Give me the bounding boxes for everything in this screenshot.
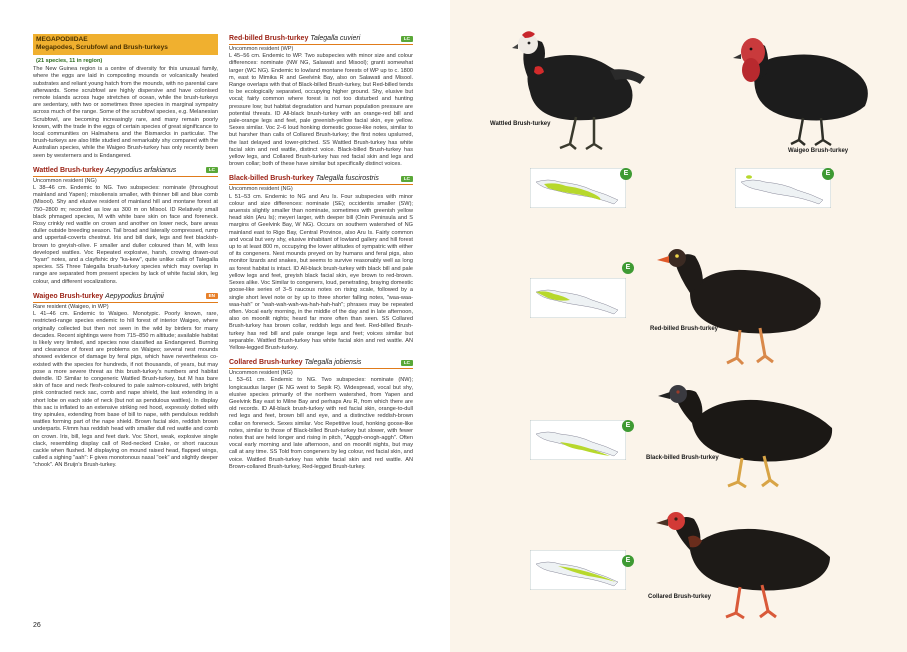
species-header-collared xyxy=(229,358,413,369)
endemic-badge: E xyxy=(622,420,634,432)
bird-red-billed-brush-turkey xyxy=(645,238,835,373)
family-intro: The New Guinea region is a centre of diversity for this unusual family, where the eggs are laid in composting mounds or volcanically heated substrates and reliant young hatch from the mounds, with no parental care afterwards. Some scrubfowl are highly dispersive and have colonised remote islands across huge stretches of ocean, while the brush-turkeys are sedentary, with two or sometimes three species in marginal sympatry across much of the range. Some of the scrubfowl species, e.g. Melanesian Scrubfowl, are becoming increasingly rare, and many remain poorly known, with the trade in the eggs of certain species of great significance to local communities on Halmahera and the Bismarcks in particular. The brush-turkeys are also little studied and remarkably shy compared with the Australian species, while the Waigeo Brush-turkey has only recently been seen by westerners and is Endangered. xyxy=(33,66,218,159)
species-account: L 41–46 cm. Endemic to Waigeo. Monotypic. Poorly known, rare, restricted-range species endemic to hill forest of interior Waigeo, where originally collected but then not seen in the wild by birders for many decades. Recent sightings were from 715–850 m altitude; available habitat is likely very limited, and species now classified as Endangered. Burning and clearance of forest are problems on Waigeo; several nest mounds showed evidence of damage by feral pigs, which have nevertheless co-existed with the species for hundreds, if not thousands, of years, but may pose a more severe threat as this brush-turkey's numbers and habitat dwindle. ID Similar to congeneric Wattled Brush-turkey, but M has bare skin of face and neck flesh-coloured to pale salmon-coloured, with bright pink contracted neck sac, comb and nape shield, the last extending in a short lobe on each side of neck (but not as pendulous wattles). In display this sac is inflated to an extensive striking red hood, expressly dotted with tiny spinules, extending from base of bill to nape, with pendulous reddish wattles forming part of the nape shield. Brown facial skin, reddish brown underparts. F/imm has reddish head with smaller dull red wattle and comb on crown. Iris, bill, legs and feet dark. Voc Short, weak, explosive single clack, resembling display call of Red-necked Crake, or short raucous cackle when flushed. M displaying on mound raised head, flapped wings, called a sighing "aah": F gives monotonous nasal "oek" and slightly deeper "chook". AN Bruijn's Brush-turkey. xyxy=(33,311,218,469)
bird-waigeo-brush-turkey xyxy=(715,28,895,153)
endemic-badge: E xyxy=(622,262,634,274)
bird-label-waigeo: Waigeo Brush-turkey xyxy=(788,148,849,154)
iucn-badge: LC xyxy=(206,167,218,173)
bird-label-collared: Collared Brush-turkey xyxy=(648,594,712,600)
text-column-left xyxy=(33,34,218,470)
species-status: Uncommon resident (WP) xyxy=(229,46,294,52)
species-header-blackbilled xyxy=(229,174,413,185)
illustration-plate xyxy=(450,0,907,652)
endemic-badge: E xyxy=(822,168,834,180)
species-account: L 45–56 cm. Endemic to WP. Two subspecies with minor size and colour differences: nominate (NW NG, Salawati and Misool); granti somewhat larger (WC NG). Endemic to lowland montane forests of WP up to c. 1800 m, east to Mimika R and Geelvink Bay, also on Salawati and Misool. Range overlaps with that of Black-billed Brush-turkey, but Red-billed tends to be ecologically separated, occupying higher ground. Shy, elusive but vocal; fairly common where forest is not too disturbed and hunting pressure low; but habitat degradation and human population pressure are potential threats. ID All-black brush-turkey with an orange-red bill and pale-orange legs and feet, pale greenish-yellow facial skin, eye yellow. Sexes similar. Voc 2–6 loud honking domestic goose-like notes, similar to but harsher than calls of Collared Brush-turkey; the first notes upslurred, the last delayed and lower-pitched. SS Wattled Brush-turkey has white facial skin and red wattle, distinct voice. Black-billed Brush-turkey has yellow legs, and Collared Brush-turkey has red facial skin and legs and brown collar; both of these have similar but specifically distinct voices. xyxy=(229,53,413,168)
family-header xyxy=(33,34,218,55)
species-name: Red-billed Brush-turkey xyxy=(229,35,309,42)
species-status: Uncommon resident (NG) xyxy=(229,186,293,193)
species-status: Uncommon resident (NG) xyxy=(229,370,293,377)
iucn-badge: LC xyxy=(401,36,413,42)
species-scientific-name: Talegalla jobiensis xyxy=(304,359,362,367)
species-header-waigeo xyxy=(33,292,218,303)
range-map-red-billed xyxy=(530,278,626,318)
species-account: L 38–46 cm. Endemic to NG. Two subspecies: nominate (throughout mainland and Yapen); misoliensis smaller, with thinner bill and blue comb (Misool). Shy and elusive resident of mainland hill and montane forest at 750–2800 m; recorded as low as 300 m on Misool. ID Relatively small black phmaged species, M with white bare skin on face and foreneck. Rosy crinkly red wattle on crown and another on lower neck, bare areas duller outside breeding season. Tail broad and laterally compressed, rump and uppertail-coverts chestnut. Iris and bill dark, legs and feet blackish-brown to greyish-olive. F smaller and duller coloured than M, with less developed wattles. Voc Repeated explosive, harsh, crowing drawn-out "kyarr" notes, and a clayfishic dry "ka-kew", quite unlike calls of Talegalla species. SS Three Talegalla brush-turkey species which may overlap in range are separated from present species by lack of white facial skin, leg colour, and different vocalizations. xyxy=(33,185,218,285)
species-name: Wattled Brush-turkey xyxy=(33,166,104,174)
text-column-right xyxy=(229,34,413,471)
bird-black-billed-brush-turkey xyxy=(642,378,842,493)
species-status: Rare resident (Waigeo, in WP) xyxy=(33,303,109,310)
species-header-wattled xyxy=(33,166,218,177)
endemic-badge: E xyxy=(622,555,634,567)
bird-label-black-billed: Black-billed Brush-turkey xyxy=(646,455,719,461)
bird-label-wattled: Wattled Brush-turkey xyxy=(490,121,551,127)
family-subtitle: Megapodes, Scrubfowl and Brush-turkeys xyxy=(36,44,168,51)
species-account: L 53–61 cm. Endemic to NG. Two subspecies: nominate (NW); longicaudus larger (E NG west to Sepik R). Widespread, vocal but shy, elusive species primarily of the northern watershed, from Yapen and Geelvink Bay east to Milne Bay and perhaps Aru R, from which there are old records. ID All-black brush-turkey with red facial skin, orange-to-dull red legs and feet, brown bill and eye, and a distinctive reddish-brown collar on foreneck. Sexes similar. Voc Repetitive loud, honking goose-like notes, similar to those of Black-billed Brush-turkey but slower, with fewer notes that are held longer and rising in pitch, "Agggh-onogh-aggh". Often vocal early morning and late afternoon, and on moonlit nights, but may call at any time. SS Told from congeners by leg colour, red facial skin, and voice. Wattled Brush-turkey has white facial skin and red wattle. AN Brown-collared Brush-turkey, Red-legged Brush-turkey. xyxy=(229,377,413,470)
bird-wattled-brush-turkey xyxy=(490,22,660,157)
iucn-badge: LC xyxy=(401,360,413,366)
bird-label-red-billed: Red-billed Brush-turkey xyxy=(650,326,719,332)
range-map-waigeo xyxy=(735,168,831,208)
species-account: L 51–53 cm. Endemic to NG and Aru Is. Four subspecies with minor colour and size differences: nominate (SE); occidentis smaller (SW); aruensis slightly smaller than nominate, sometimes with greenish yellow head skin (Aru Is); meyeri larger, with deeper bill (Onin Peninsula and S margins of Geelvink Bay, W NG). Occurs on southern watershed of NG mainland east to Rigo Bay, Central Province, also Aru Is. Fairly common and vocal but very shy, elusive inhabitant of lowland gallery and hill forest up to at least 800 m, occupying the lower altitudes of sympatric with either of its congeners. Nest mounds preyed on by humans and feral pigs, also monitor lizards and snakes, but seems to survive reasonably well as long as forest habitat is intact. ID All-black brush-turkey with black bill and pale yellow legs and feet, greyish black facial skin, eye brown to red-brown. Sexes alike. Voc Similar to congeners, loud, penetrating, braying domestic goose-like series of 3–5 raucous notes on rising scale, followed by a single short level note or by up to three shorter falling notes, "waa-waa-waa-hah" or "wah-wah-wah-wa-hah-hah-hah"; phrases may be repeated often. Vocal early morning, in the middle of the day and in late afternoon, also on moonlit nights; heard far more often than seen. SS Collared Brush-turkey has brown collar, reddish legs and feet. Red-billed Brush-turkey has red bill and pale orange legs and feet; voices similar but separable. Wattled Brush-turkey has white facial skin and red wattle. AN Yellow-legged Brush-turkey. xyxy=(229,193,413,351)
iucn-badge: LC xyxy=(401,176,413,182)
bird-collared-brush-turkey xyxy=(640,505,840,630)
species-name: Collared Brush-turkey xyxy=(229,359,303,367)
range-map-wattled xyxy=(530,168,626,208)
species-scientific-name: Talegalla cuvieri xyxy=(310,35,361,42)
species-status: Uncommon resident (NG) xyxy=(33,177,97,184)
family-name: MEGAPODIIDAE xyxy=(36,36,88,43)
species-scientific-name: Talegalla fuscirostris xyxy=(315,175,379,183)
species-header-redbilled xyxy=(229,34,413,45)
endemic-badge: E xyxy=(620,168,632,180)
species-scientific-name: Aepypodius arfakianus xyxy=(105,166,177,174)
page-number: 26 xyxy=(33,622,41,629)
species-scientific-name: Aepypodius bruijnii xyxy=(105,292,164,300)
family-species-count: (21 species, 11 in region) xyxy=(36,58,103,64)
species-name: Waigeo Brush-turkey xyxy=(33,292,104,300)
range-map-collared xyxy=(530,550,626,590)
text-page xyxy=(0,0,450,652)
species-name: Black-billed Brush-turkey xyxy=(229,175,314,183)
iucn-badge: EN xyxy=(206,293,218,299)
range-map-black-billed xyxy=(530,420,626,460)
